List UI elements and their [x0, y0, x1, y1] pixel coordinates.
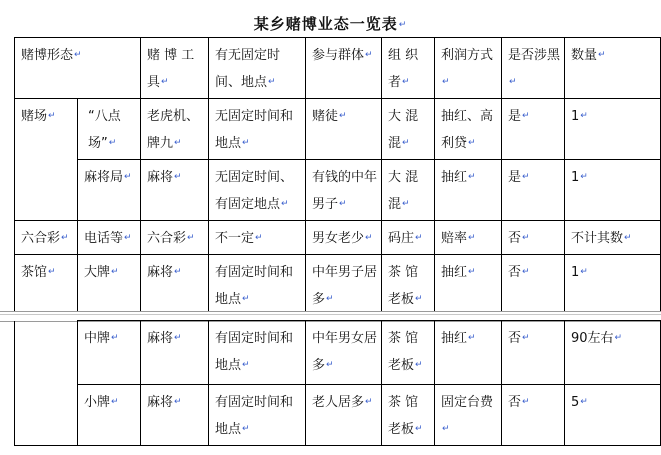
header-time: 有无固定时间、地点↵: [209, 38, 306, 99]
document-title: [0, 13, 661, 34]
paragraph-mark-icon: ↵: [522, 267, 530, 277]
cell-people: 男女老少↵: [306, 221, 382, 255]
header-tool: 赌 博 工 具↵: [141, 38, 209, 99]
cell-category: 六合彩↵: [15, 221, 78, 255]
paragraph-mark-icon: ↵: [174, 172, 182, 182]
cell-count: 90左右↵: [565, 321, 661, 385]
paragraph-mark-icon: ↵: [281, 199, 289, 209]
header-count: 数量↵: [565, 38, 661, 99]
header-people: 参与群体↵: [306, 38, 382, 99]
gambling-table-part2: [14, 320, 661, 446]
cell-count: 1↵: [565, 160, 661, 221]
cell-subtype: 大牌↵: [78, 255, 141, 319]
paragraph-mark-icon: ↵: [468, 172, 476, 182]
paragraph-mark-icon: ↵: [580, 111, 588, 121]
paragraph-mark-icon: ↵: [268, 77, 276, 87]
paragraph-mark-icon: ↵: [415, 294, 423, 304]
cell-subtype: 电话等↵: [78, 221, 141, 255]
paragraph-mark-icon: ↵: [580, 267, 588, 277]
cell-profit: 固定台费↵: [435, 385, 502, 446]
cell-time: 不一定↵: [209, 221, 306, 255]
cell-people: 赌徒↵: [306, 99, 382, 160]
paragraph-mark-icon: ↵: [111, 267, 119, 277]
cell-subtype: “八点场”↵: [78, 99, 141, 160]
paragraph-mark-icon: ↵: [174, 397, 182, 407]
cell-involved: 否↵: [502, 385, 565, 446]
header-profit: 利润方式↵: [435, 38, 502, 99]
paragraph-mark-icon: ↵: [242, 138, 250, 148]
table-row: [15, 321, 661, 385]
cell-profit: 赔率↵: [435, 221, 502, 255]
cell-tool: 麻将↵: [141, 385, 209, 446]
paragraph-mark-icon: ↵: [161, 77, 169, 87]
cell-organizer: 茶 馆 老板↵: [382, 255, 435, 319]
paragraph-mark-icon: ↵: [402, 77, 410, 87]
paragraph-mark-icon: ↵: [522, 397, 530, 407]
cell-people: 中年男女居多↵: [306, 321, 382, 385]
header-involved: 是否涉黑↵: [502, 38, 565, 99]
paragraph-mark-icon: ↵: [522, 111, 530, 121]
cell-category-continued: [15, 321, 78, 446]
cell-profit: 抽红、高利贷↵: [435, 99, 502, 160]
cell-subtype: 麻将局↵: [78, 160, 141, 221]
cell-profit: 抽红↵: [435, 255, 502, 319]
cell-involved: 否↵: [502, 255, 565, 319]
paragraph-mark-icon: ↵: [522, 172, 530, 182]
cell-organizer: 大 混 混↵: [382, 99, 435, 160]
paragraph-mark-icon: ↵: [255, 233, 263, 243]
table-row: [15, 99, 661, 160]
cell-profit: 抽红↵: [435, 321, 502, 385]
paragraph-mark-icon: ↵: [242, 360, 250, 370]
cell-time: 无固定时间、有固定地点↵: [209, 160, 306, 221]
paragraph-mark-icon: ↵: [398, 19, 408, 30]
gambling-table-part1: [14, 37, 661, 319]
paragraph-mark-icon: ↵: [614, 333, 623, 343]
cell-involved: 是↵: [502, 160, 565, 221]
header-organizer: 组 织 者↵: [382, 38, 435, 99]
cell-organizer: 茶 馆 老板↵: [382, 321, 435, 385]
paragraph-mark-icon: ↵: [124, 233, 132, 243]
title-text: 某乡赌博业态一览表: [253, 15, 398, 33]
paragraph-mark-icon: ↵: [174, 333, 182, 343]
paragraph-mark-icon: ↵: [580, 397, 588, 407]
cell-count: 1↵: [565, 99, 661, 160]
paragraph-mark-icon: ↵: [48, 267, 56, 277]
paragraph-mark-icon: ↵: [598, 50, 606, 60]
paragraph-mark-icon: ↵: [509, 77, 517, 87]
paragraph-mark-icon: ↵: [108, 138, 117, 148]
cell-time: 有固定时间和地点↵: [209, 385, 306, 446]
table-row: [15, 385, 661, 446]
paragraph-mark-icon: ↵: [124, 172, 132, 182]
cell-organizer: 码庄↵: [382, 221, 435, 255]
paragraph-mark-icon: ↵: [111, 333, 119, 343]
page-break-line: [0, 314, 661, 315]
paragraph-mark-icon: ↵: [442, 77, 450, 87]
cell-people: 有钱的中年男子↵: [306, 160, 382, 221]
cell-profit: 抽红↵: [435, 160, 502, 221]
paragraph-mark-icon: ↵: [339, 111, 347, 121]
paragraph-mark-icon: ↵: [242, 424, 250, 434]
paragraph-mark-icon: ↵: [442, 424, 450, 434]
paragraph-mark-icon: ↵: [326, 360, 334, 370]
paragraph-mark-icon: ↵: [468, 138, 476, 148]
cell-count: 不计其数↵: [565, 221, 661, 255]
table-header-row: [15, 38, 661, 99]
paragraph-mark-icon: ↵: [415, 360, 423, 370]
paragraph-mark-icon: ↵: [415, 424, 423, 434]
cell-time: 有固定时间和地点↵: [209, 321, 306, 385]
cell-tool: 麻将↵: [141, 321, 209, 385]
paragraph-mark-icon: ↵: [415, 233, 423, 243]
paragraph-mark-icon: ↵: [365, 50, 373, 60]
paragraph-mark-icon: ↵: [339, 199, 347, 209]
paragraph-mark-icon: ↵: [61, 233, 69, 243]
paragraph-mark-icon: ↵: [402, 199, 410, 209]
paragraph-mark-icon: ↵: [522, 233, 530, 243]
cell-subtype: 小牌↵: [78, 385, 141, 446]
cell-time: 无固定时间和地点↵: [209, 99, 306, 160]
paragraph-mark-icon: ↵: [468, 233, 476, 243]
cell-tool: 老虎机、牌九↵: [141, 99, 209, 160]
table-row: [15, 160, 661, 221]
header-form: 赌博形态↵: [15, 38, 141, 99]
paragraph-mark-icon: ↵: [326, 294, 334, 304]
cell-people: 老人居多↵: [306, 385, 382, 446]
cell-tool: 麻将↵: [141, 160, 209, 221]
cell-people: 中年男子居多↵: [306, 255, 382, 319]
paragraph-mark-icon: ↵: [402, 138, 410, 148]
cell-organizer: 茶 馆 老板↵: [382, 385, 435, 446]
cell-subtype: 中牌↵: [78, 321, 141, 385]
cell-category: 茶馆↵: [15, 255, 78, 319]
cell-count: 1↵: [565, 255, 661, 319]
paragraph-mark-icon: ↵: [522, 333, 530, 343]
paragraph-mark-icon: ↵: [174, 138, 182, 148]
paragraph-mark-icon: ↵: [468, 333, 476, 343]
paragraph-mark-icon: ↵: [242, 294, 250, 304]
paragraph-mark-icon: ↵: [187, 233, 195, 243]
cell-involved: 否↵: [502, 221, 565, 255]
paragraph-mark-icon: ↵: [468, 267, 476, 277]
paragraph-mark-icon: ↵: [624, 233, 632, 243]
paragraph-mark-icon: ↵: [48, 111, 56, 121]
cell-time: 有固定时间和地点↵: [209, 255, 306, 319]
cell-involved: 否↵: [502, 321, 565, 385]
cell-count: 5↵: [565, 385, 661, 446]
paragraph-mark-icon: ↵: [74, 50, 82, 60]
cell-involved: 是↵: [502, 99, 565, 160]
cell-organizer: 大 混 混↵: [382, 160, 435, 221]
paragraph-mark-icon: ↵: [111, 397, 119, 407]
paragraph-mark-icon: ↵: [580, 172, 588, 182]
table-row: [15, 221, 661, 255]
cell-category: 赌场↵: [15, 99, 78, 221]
paragraph-mark-icon: ↵: [174, 267, 182, 277]
cell-tool: 六合彩↵: [141, 221, 209, 255]
cell-tool: 麻将↵: [141, 255, 209, 319]
paragraph-mark-icon: ↵: [365, 397, 373, 407]
paragraph-mark-icon: ↵: [365, 233, 373, 243]
table-row: [15, 255, 661, 319]
